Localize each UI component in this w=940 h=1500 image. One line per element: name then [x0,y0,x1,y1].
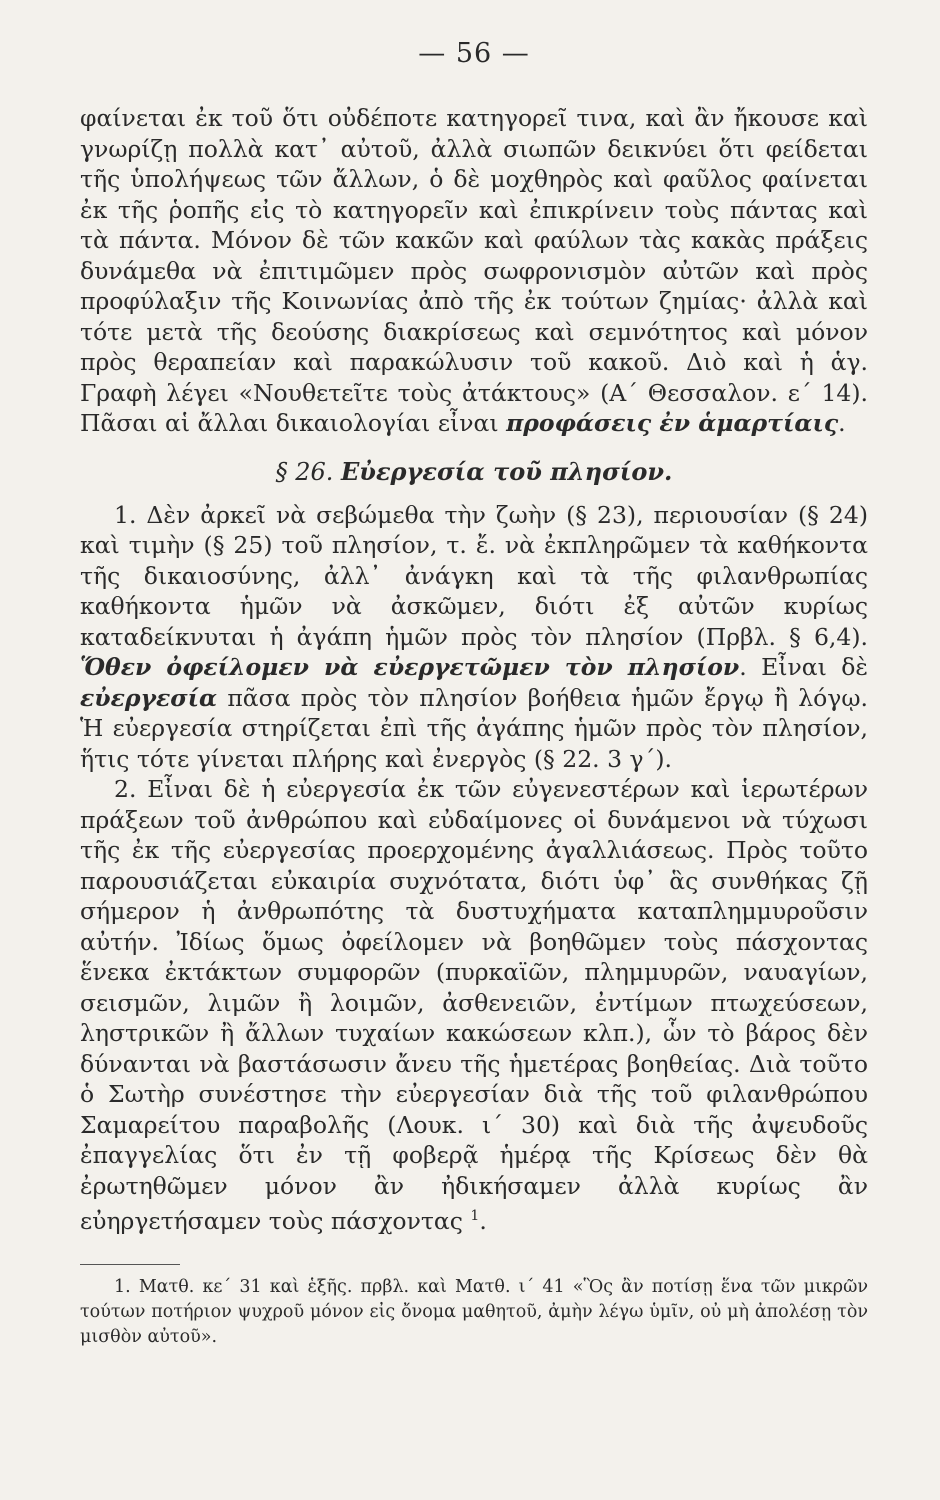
section-heading [80,457,868,486]
continuation-emphasis: προφάσεις ἐν ἁμαρτίαις [506,409,839,437]
paragraph-2-end: . [479,1206,487,1235]
paragraph-1-text-a: 1. Δὲν ἀρκεῖ νὰ σεβώμεθα τὴν ζωὴν (§ 23), περιουσίαν (§ 24) καὶ τιμὴν (§ 25) τοῦ πλησίον, τ. ἔ. νὰ ἐκπληρῶμεν τὰ καθήκοντα τῆς δικαιοσύνης, ἀλλ᾽ ἀνάγκη καὶ τὰ τῆς φιλανθρωπίας καθήκοντα ἡμῶν νὰ ἀσκῶμεν, διότι ἐξ αὐτῶν κυρίως καταδείκνυται ἡ ἀγάπη ἡμῶν πρὸς τὸν πλησίον (Πρβλ. § 6,4). [80,500,868,651]
page-number: — 56 — [418,38,530,69]
section-number: § 26. [275,457,334,486]
paragraph-1-text-c: . Εἶναι δὲ [739,653,868,681]
continuation-paragraph [80,103,868,439]
continuation-text: φαίνεται ἐκ τοῦ ὅτι οὐδέποτε κατηγορεῖ τινα, καὶ ἂν ἤκουσε καὶ γνωρίζῃ πολλὰ κατ᾽ αὐτοῦ, ἀλλὰ σιωπῶν δεικνύει ὅτι φείδεται τῆς ὑπολήψεως τῶν ἄλλων, ὁ δὲ μοχθηρὸς καὶ φαῦλος φαίνεται ἐκ τῆς ῥοπῆς εἰς τὸ κατηγορεῖν καὶ ἐπικρίνειν τοὺς πάντας καὶ τὰ πάντα. Μόνον δὲ τῶν κακῶν καὶ φαύλων τὰς κακὰς πράξεις δυνάμεθα νὰ ἐπιτιμῶμεν πρὸς σωφρονισμὸν αὐτῶν καὶ πρὸς προφύλαξιν τῆς Κοινωνίας ἀπὸ τῆς ἐκ τούτων ζημίας· ἀλλὰ καὶ τότε μετὰ τῆς δεούσης διακρίσεως καὶ σεμνότητος καὶ μόνον πρὸς θεραπείαν καὶ παρακώλυσιν τοῦ κακοῦ. Διὸ καὶ ἡ ἁγ. Γραφὴ λέγει «Νουθετεῖτε τοὺς ἀτάκτους» (Α΄ Θεσσαλον. ε΄ 14). Πᾶσαι αἱ ἄλλαι δικαιολογίαι εἶναι [80,104,868,437]
continuation-end: . [838,409,846,437]
footnote-divider [80,1264,180,1265]
footnote: 1. Ματθ. κε΄ 31 καὶ ἑξῆς. πρβλ. καὶ Ματθ. ι΄ 41 «Ὃς ἂν ποτίσῃ ἕνα τῶν μικρῶν τούτων ποτήριον ψυχροῦ μόνον εἰς ὄνομα μαθητοῦ, ἀμὴν λέγω ὑμῖν, οὐ μὴ ἀπολέσῃ τὸν μισθὸν αὐτοῦ». [80,1277,868,1348]
paragraph-1-text-e: πᾶσα πρὸς τὸν πλησίον βοήθεια ἡμῶν ἔργῳ ἢ λόγῳ. Ἡ εὐεργεσία στηρίζεται ἐπὶ τῆς ἀγάπης ἡμῶν πρὸς τὸν πλησίον, ἥτις τότε γίνεται πλήρης καὶ ἐνεργὸς (§ 22. 3 γ΄). [80,683,868,773]
paragraph-1-emphasis: Ὅθεν ὀφείλομεν νὰ εὐεργετῶμεν τὸν πλησίον [80,653,740,681]
paragraph-2-text: 2. Εἶναι δὲ ἡ εὐεργεσία ἐκ τῶν εὐγενεστέρων καὶ ἱερωτέρων πράξεων τοῦ ἀνθρώπου καὶ εὐδαίμονες οἱ δυνάμενοι νὰ τύχωσι τῆς ἐκ τῆς εὐεργεσίας προερχομένης ἀγαλλιάσεως. Πρὸς τοῦτο παρουσιάζεται εὐκαιρία συχνότατα, διότι ὑφ᾽ ἃς συνθήκας ζῇ σήμερον ἡ ἀνθρωπότης τὰ δυστυχήματα καταπλημμυροῦσιν αὐτήν. Ἰδίως ὅμως ὀφείλομεν νὰ βοηθῶμεν τοὺς πάσχοντας ἕνεκα ἐκτάκτων συμφορῶν (πυρκαϊῶν, πλημμυρῶν, ναυαγίων, σεισμῶν, λιμῶν ἢ λοιμῶν, ἀσθενειῶν, ἐντίμων πτωχεύσεων, ληστρικῶν ἢ ἄλλων τυχαίων κακώσεων κλπ.), ὧν τὸ βάρος δὲν δύνανται νὰ βαστάσωσιν ἄνευ τῆς ἡμετέρας βοηθείας. Διὰ τοῦτο ὁ Σωτὴρ συνέστησε τὴν εὐεργεσίαν διὰ τῆς τοῦ φιλανθρώπου Σαμαρείτου παραβολῆς (Λουκ. ι΄ 30) καὶ διὰ τῆς ἀψευδοῦς ἐπαγγελίας ὅτι ἐν τῇ φοβερᾷ ἡμέρᾳ τῆς Κρίσεως δὲν θὰ ἐρωτηθῶμεν μόνον ἂν ἠδικήσαμεν ἀλλὰ κυρίως ἂν εὐηργετήσαμεν τοὺς πάσχοντας [80,775,868,1235]
footnote-reference: 1 [470,1208,480,1224]
paragraph-1-term: εὐεργεσία [80,683,218,712]
section-title: Εὐεργεσία τοῦ πλησίον. [341,456,673,486]
paragraph-2 [80,774,868,1236]
paragraph-1 [80,500,868,775]
